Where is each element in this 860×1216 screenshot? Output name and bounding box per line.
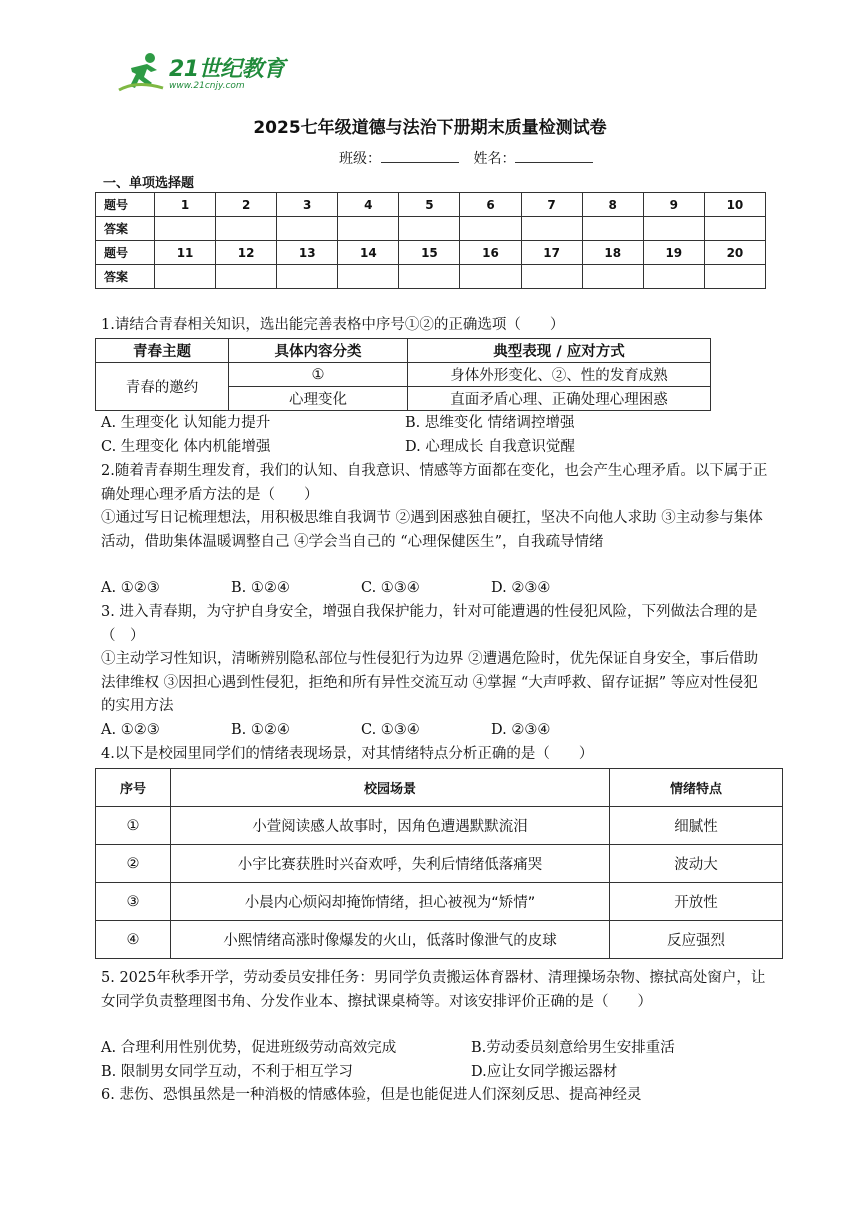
logo-brand-text: 21世纪教育 (169, 57, 285, 82)
question-number: 19 (643, 241, 704, 265)
q4-header: 情绪特点 (610, 769, 783, 807)
q1-table (95, 338, 711, 411)
q1-header: 青春主题 (96, 339, 229, 363)
q4-table (95, 768, 783, 959)
q4-header: 校园场景 (171, 769, 610, 807)
q4-cell: 细腻性 (610, 807, 783, 845)
q2-stem: 2.随着青春期生理发育，我们的认知、自我意识、情感等方面都在变化，也会产生心理矛盾。以下属于正确处理心理矛盾方法的是（ ） (101, 463, 768, 503)
q4-cell: 开放性 (610, 883, 783, 921)
answer-grid (95, 192, 766, 289)
class-name-line (339, 148, 603, 168)
question-number: 10 (704, 193, 765, 217)
answer-cell[interactable] (155, 265, 216, 289)
option[interactable]: D. 心理成长 自我意识觉醒 (405, 438, 575, 455)
q5-options (101, 1037, 675, 1084)
answer-label: 答案 (96, 217, 155, 241)
question-number: 7 (521, 193, 582, 217)
answer-grid-ans-row-1 (96, 217, 766, 241)
answer-cell[interactable] (338, 265, 399, 289)
q1-theme-cell: 青春的邀约 (96, 363, 229, 411)
brand-logo (117, 50, 287, 96)
option[interactable]: D. ②③④ (491, 722, 551, 738)
question-number: 9 (643, 193, 704, 217)
option[interactable]: D.应让女同学搬运器材 (471, 1063, 618, 1080)
q4-cell: 小熙情绪高涨时像爆发的火山，低落时像泄气的皮球 (171, 921, 610, 959)
question-number: 6 (460, 193, 521, 217)
answer-cell[interactable] (216, 265, 277, 289)
answer-cell[interactable] (277, 217, 338, 241)
section-heading: 一、单项选择题 (103, 176, 195, 191)
q4-cell: ① (96, 807, 171, 845)
answer-grid-num-row-2 (96, 241, 766, 265)
question-number: 18 (582, 241, 643, 265)
option[interactable]: C. ①③④ (361, 580, 420, 596)
question-number: 16 (460, 241, 521, 265)
answer-cell[interactable] (643, 217, 704, 241)
answer-cell[interactable] (155, 217, 216, 241)
option[interactable]: B. 思维变化 情绪调控增强 (405, 415, 575, 431)
option[interactable]: B. ①②④ (231, 722, 290, 738)
question-number: 13 (277, 241, 338, 265)
q4-cell: 小晨内心烦闷却掩饰情绪，担心被视为“矫情” (171, 883, 610, 921)
q3-stem: 3. 进入青春期，为守护自身安全，增强自我保护能力，针对可能遭遇的性侵犯风险，下列做法合理的是（ ） (101, 604, 758, 644)
q1-cell: 身体外形变化、②、性的发育成熟 (408, 363, 711, 387)
answer-label: 答案 (96, 265, 155, 289)
q6-stem: 6. 悲伤、恐惧虽然是一种消极的情感体验，但是也能促进人们深刻反思、提高神经灵 (101, 1087, 642, 1103)
answer-cell[interactable] (582, 217, 643, 241)
question-number: 5 (399, 193, 460, 217)
answer-cell[interactable] (582, 265, 643, 289)
option[interactable]: B. 限制男女同学互动，不利于相互学习 (101, 1063, 353, 1080)
answer-grid-num-row-1 (96, 193, 766, 217)
q5-stem: 5. 2025年秋季开学，劳动委员安排任务：男同学负责搬运体育器材、清理操场杂物、擦拭高处窗户，让女同学负责整理图书角、分发作业本、擦拭课桌椅等。对该安排评价正确的是（ ） (101, 970, 766, 1010)
answer-grid-ans-row-2 (96, 265, 766, 289)
q4-cell: 小萱阅读感人故事时，因角色遭遇默默流泪 (171, 807, 610, 845)
class-label: 班级： (339, 151, 381, 167)
q4-cell: ② (96, 845, 171, 883)
option[interactable]: A. 合理利用性别优势，促进班级劳动高效完成 (101, 1040, 397, 1056)
option[interactable]: B.劳动委员刻意给男生安排重活 (471, 1040, 675, 1056)
q4-cell: 小宇比赛获胜时兴奋欢呼，失利后情绪低落痛哭 (171, 845, 610, 883)
q3-options (101, 719, 550, 743)
option[interactable]: A. 生理变化 认知能力提升 (101, 415, 271, 431)
question-number: 11 (155, 241, 216, 265)
q4-cell: ③ (96, 883, 171, 921)
question-number: 4 (338, 193, 399, 217)
q1-cell: ① (229, 363, 408, 387)
answer-cell[interactable] (216, 217, 277, 241)
page-title: 2025七年级道德与法治下册期末质量检测试卷 (253, 118, 607, 138)
answer-cell[interactable] (521, 217, 582, 241)
q4-cell: 波动大 (610, 845, 783, 883)
question-number: 3 (277, 193, 338, 217)
question-number: 12 (216, 241, 277, 265)
name-blank[interactable] (515, 148, 593, 163)
option[interactable]: B. ①②④ (231, 580, 290, 596)
class-blank[interactable] (381, 148, 459, 163)
answer-cell[interactable] (338, 217, 399, 241)
question-number: 2 (216, 193, 277, 217)
question-number: 20 (704, 241, 765, 265)
num-label: 题号 (96, 193, 155, 217)
q1-options (101, 412, 575, 459)
answer-cell[interactable] (521, 265, 582, 289)
answer-cell[interactable] (399, 217, 460, 241)
option[interactable]: A. ①②③ (101, 722, 160, 738)
q1-cell: 心理变化 (229, 387, 408, 411)
question-number: 14 (338, 241, 399, 265)
q4-stem: 4.以下是校园里同学们的情绪表现场景，对其情绪特点分析正确的是（ ） (101, 746, 594, 762)
option[interactable]: D. ②③④ (491, 580, 551, 596)
option[interactable]: C. 生理变化 体内机能增强 (101, 438, 271, 455)
option[interactable]: C. ①③④ (361, 722, 420, 738)
answer-cell[interactable] (460, 265, 521, 289)
option[interactable]: A. ①②③ (101, 580, 160, 596)
question-number: 15 (399, 241, 460, 265)
question-number: 8 (582, 193, 643, 217)
q2-options (101, 577, 550, 601)
answer-cell[interactable] (399, 265, 460, 289)
runner-icon (117, 50, 167, 94)
q4-header: 序号 (96, 769, 171, 807)
name-label: 姓名： (473, 151, 516, 167)
logo-url-text: www.21cnjy.com (169, 81, 245, 91)
answer-cell[interactable] (460, 217, 521, 241)
answer-cell[interactable] (277, 265, 338, 289)
q2-body: ①通过写日记梳理想法，用积极思维自我调节 ②遇到困惑独自硬扛，坚决不向他人求助 ③主动参与集体活动，借助集体温暖调整自己 ④学会当自己的 “心理保健医生”，自我疏导情绪 (101, 510, 763, 550)
question-number: 17 (521, 241, 582, 265)
q1-header: 具体内容分类 (229, 339, 408, 363)
question-number: 1 (155, 193, 216, 217)
q4-cell: 反应强烈 (610, 921, 783, 959)
answer-cell[interactable] (704, 265, 765, 289)
q1-stem: 1.请结合青春相关知识，选出能完善表格中序号①②的正确选项（ ） (101, 317, 565, 333)
q1-header: 典型表现 / 应对方式 (408, 339, 711, 363)
answer-cell[interactable] (704, 217, 765, 241)
num-label: 题号 (96, 241, 155, 265)
q3-body: ①主动学习性知识，清晰辨别隐私部位与性侵犯行为边界 ②遭遇危险时，优先保证自身安全，事后借助法律维权 ③因担心遇到性侵犯，拒绝和所有异性交流互动 ④掌握 “大声呼救、留存证据” 等应对性侵犯的实用方法 (101, 651, 759, 714)
answer-cell[interactable] (643, 265, 704, 289)
q4-cell: ④ (96, 921, 171, 959)
q1-cell: 直面矛盾心理、正确处理心理困惑 (408, 387, 711, 411)
